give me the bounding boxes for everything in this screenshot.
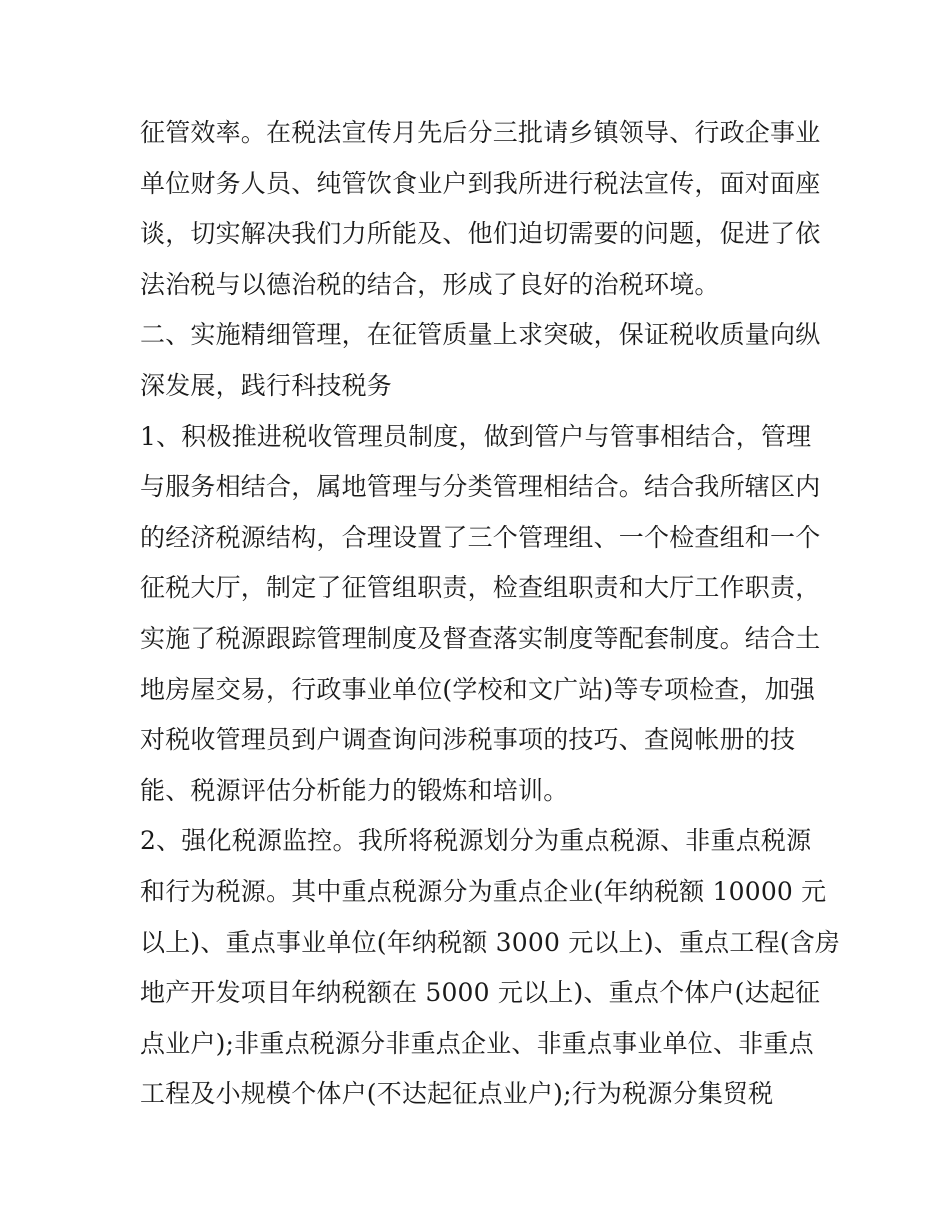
text-line: 工程及小规模个体户(不达起征点业户);行为税源分集贸税 [140, 1079, 774, 1109]
text-line: 法治税与以德治税的结合，形成了良好的治税环境。 [140, 269, 720, 299]
text-line: 1、积极推进税收管理员制度，做到管户与管事相结合，管理 [140, 421, 812, 451]
text-line: 和行为税源。其中重点税源分为重点企业(年纳税额 10000 元 [140, 876, 827, 906]
text-line: 以上)、重点事业单位(年纳税额 3000 元以上)、重点工程(含房 [140, 927, 841, 957]
section-heading-line: 二、实施精细管理，在征管质量上求突破，保证税收质量向纵 [140, 320, 821, 350]
section-heading-line: 深发展，践行科技税务 [140, 370, 393, 400]
text-line: 地产开发项目年纳税额在 5000 元以上)、重点个体户(达起征 [140, 978, 821, 1008]
text-line: 的经济税源结构，合理设置了三个管理组、一个检查组和一个 [140, 522, 821, 552]
text-line: 点业户);非重点税源分非重点企业、非重点事业单位、非重点 [140, 1028, 814, 1058]
text-line: 征管效率。在税法宣传月先后分三批请乡镇领导、行政企事业 [140, 118, 821, 147]
text-line: 实施了税源跟踪管理制度及督查落实制度等配套制度。结合土 [140, 623, 821, 653]
text-line: 能、税源评估分析能力的锻炼和培训。 [140, 775, 569, 805]
body-text [140, 108, 841, 1120]
text-line: 与服务相结合，属地管理与分类管理相结合。结合我所辖区内 [140, 472, 821, 502]
text-line: 对税收管理员到户调查询问涉税事项的技巧、查阅帐册的技 [140, 725, 796, 755]
text-line: 单位财务人员、纯管饮食业户到我所进行税法宣传，面对面座 [140, 168, 821, 198]
text-line: 地房屋交易，行政事业单位(学校和文广站)等专项检查，加强 [140, 674, 816, 704]
text-line: 谈，切实解决我们力所能及、他们迫切需要的问题，促进了依 [140, 219, 821, 249]
text-line: 征税大厅，制定了征管组职责，检查组职责和大厅工作职责， [140, 573, 821, 603]
text-line: 2、强化税源监控。我所将税源划分为重点税源、非重点税源 [140, 826, 812, 856]
